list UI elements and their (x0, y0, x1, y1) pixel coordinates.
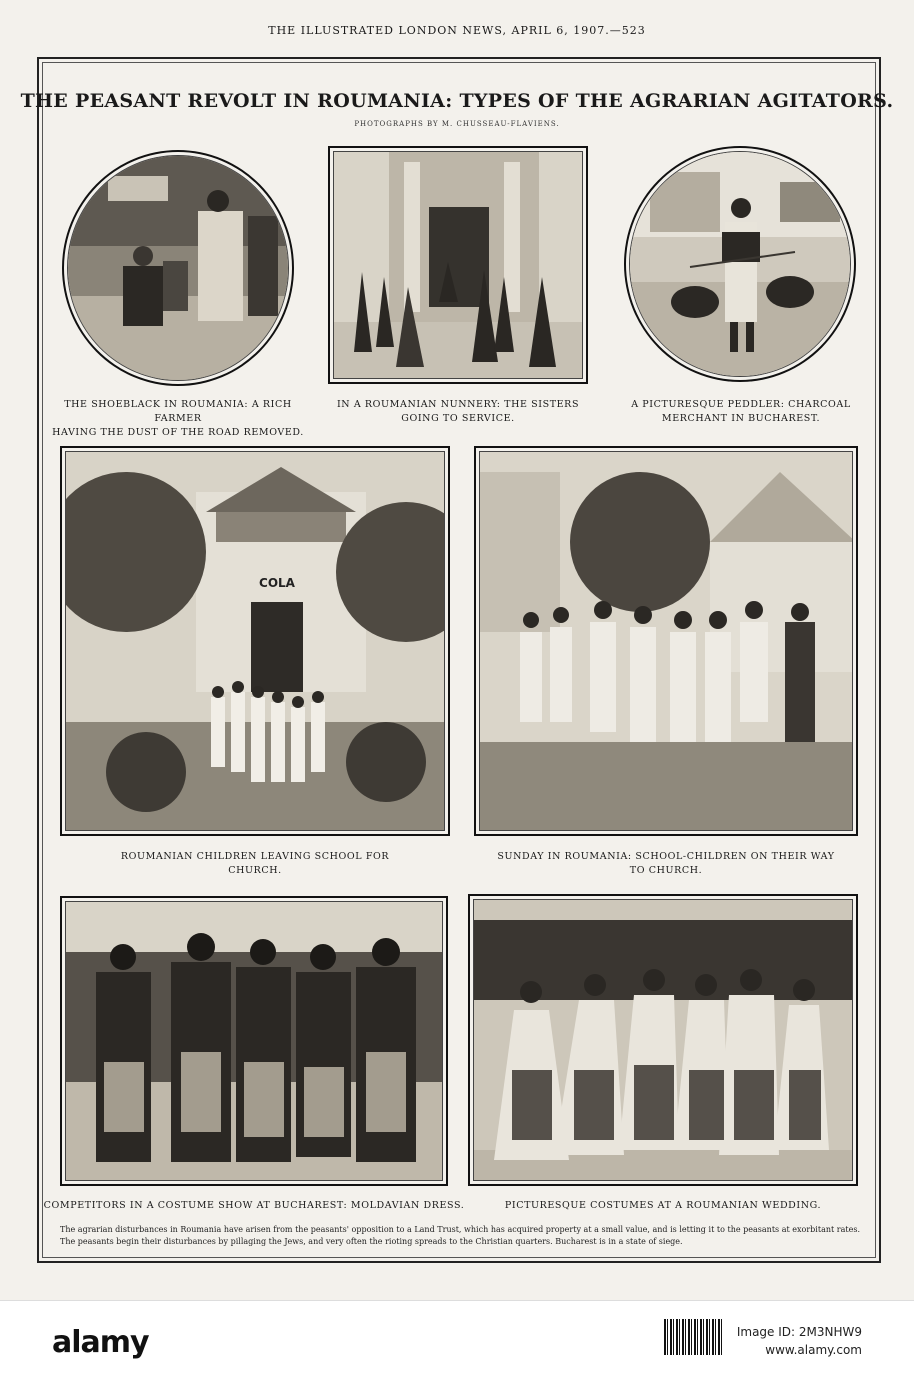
school-sign: COLA (259, 576, 295, 590)
page-header: THE ILLUSTRATED LONDON NEWS, APRIL 6, 1907.—523 (268, 24, 646, 37)
headline: THE PEASANT REVOLT IN ROUMANIA: TYPES OF THE AGRARIAN AGITATORS. (20, 90, 894, 112)
competitors-image (66, 902, 443, 1181)
image-id-label: Image ID: 2M3NHW9 (736, 1325, 862, 1339)
article-body-text: The agrarian disturbances in Roumania have arisen from the peasants' opposition to a Land Trust, which has acquired property at a small value, and is letting it to the peasants at exorbitant rates. The peasants begin their disturbances by pillaging the Jews, and very often the rioting spreads to the Christian quarters. Bucharest is in a state of siege. (60, 1225, 860, 1246)
alamy-logo: alamy (52, 1325, 149, 1360)
barcode-icon (664, 1319, 724, 1355)
caption-sunday: SUNDAY IN ROUMANIA: SCHOOL-CHILDREN ON THEIR WAY TO CHURCH. (497, 851, 835, 876)
caption-wedding: PICTURESQUE COSTUMES AT A ROUMANIAN WEDDING. (504, 1200, 822, 1211)
caption-nunnery: IN A ROUMANIAN NUNNERY: THE SISTERS GOING TO SERVICE. (336, 399, 580, 424)
photo-nunnery (328, 146, 588, 384)
watermark-banner (0, 1300, 914, 1391)
peddler-image (630, 152, 851, 377)
photo-competitors (60, 896, 448, 1186)
photo-children-school (60, 446, 450, 836)
photo-wedding (468, 894, 858, 1186)
photo-shoeblack (62, 150, 294, 386)
shoeblack-image (68, 156, 289, 381)
watermark-info (737, 1323, 862, 1359)
sunday-image (480, 452, 853, 831)
caption-shoeblack: THE SHOEBLACK IN ROUMANIA: A RICH FARMER HAVING THE DUST OF THE ROAD REMOVED. (52, 399, 304, 438)
wedding-image (474, 900, 853, 1181)
site-url: www.alamy.com (765, 1343, 862, 1357)
school-image (66, 452, 445, 831)
photo-credit: PHOTOGRAPHS BY M. CHUSSEAU-FLAVIENS. (354, 120, 560, 128)
nunnery-image (334, 152, 583, 379)
photo-peddler (624, 146, 856, 382)
caption-peddler: A PICTURESQUE PEDDLER: CHARCOAL MERCHANT IN BUCHAREST. (631, 399, 851, 424)
photo-sunday-children (474, 446, 858, 836)
caption-competitors: COMPETITORS IN A COSTUME SHOW AT BUCHAREST: MOLDAVIAN DRESS. (43, 1200, 465, 1211)
caption-children-school: ROUMANIAN CHILDREN LEAVING SCHOOL FOR CHURCH. (120, 851, 390, 876)
